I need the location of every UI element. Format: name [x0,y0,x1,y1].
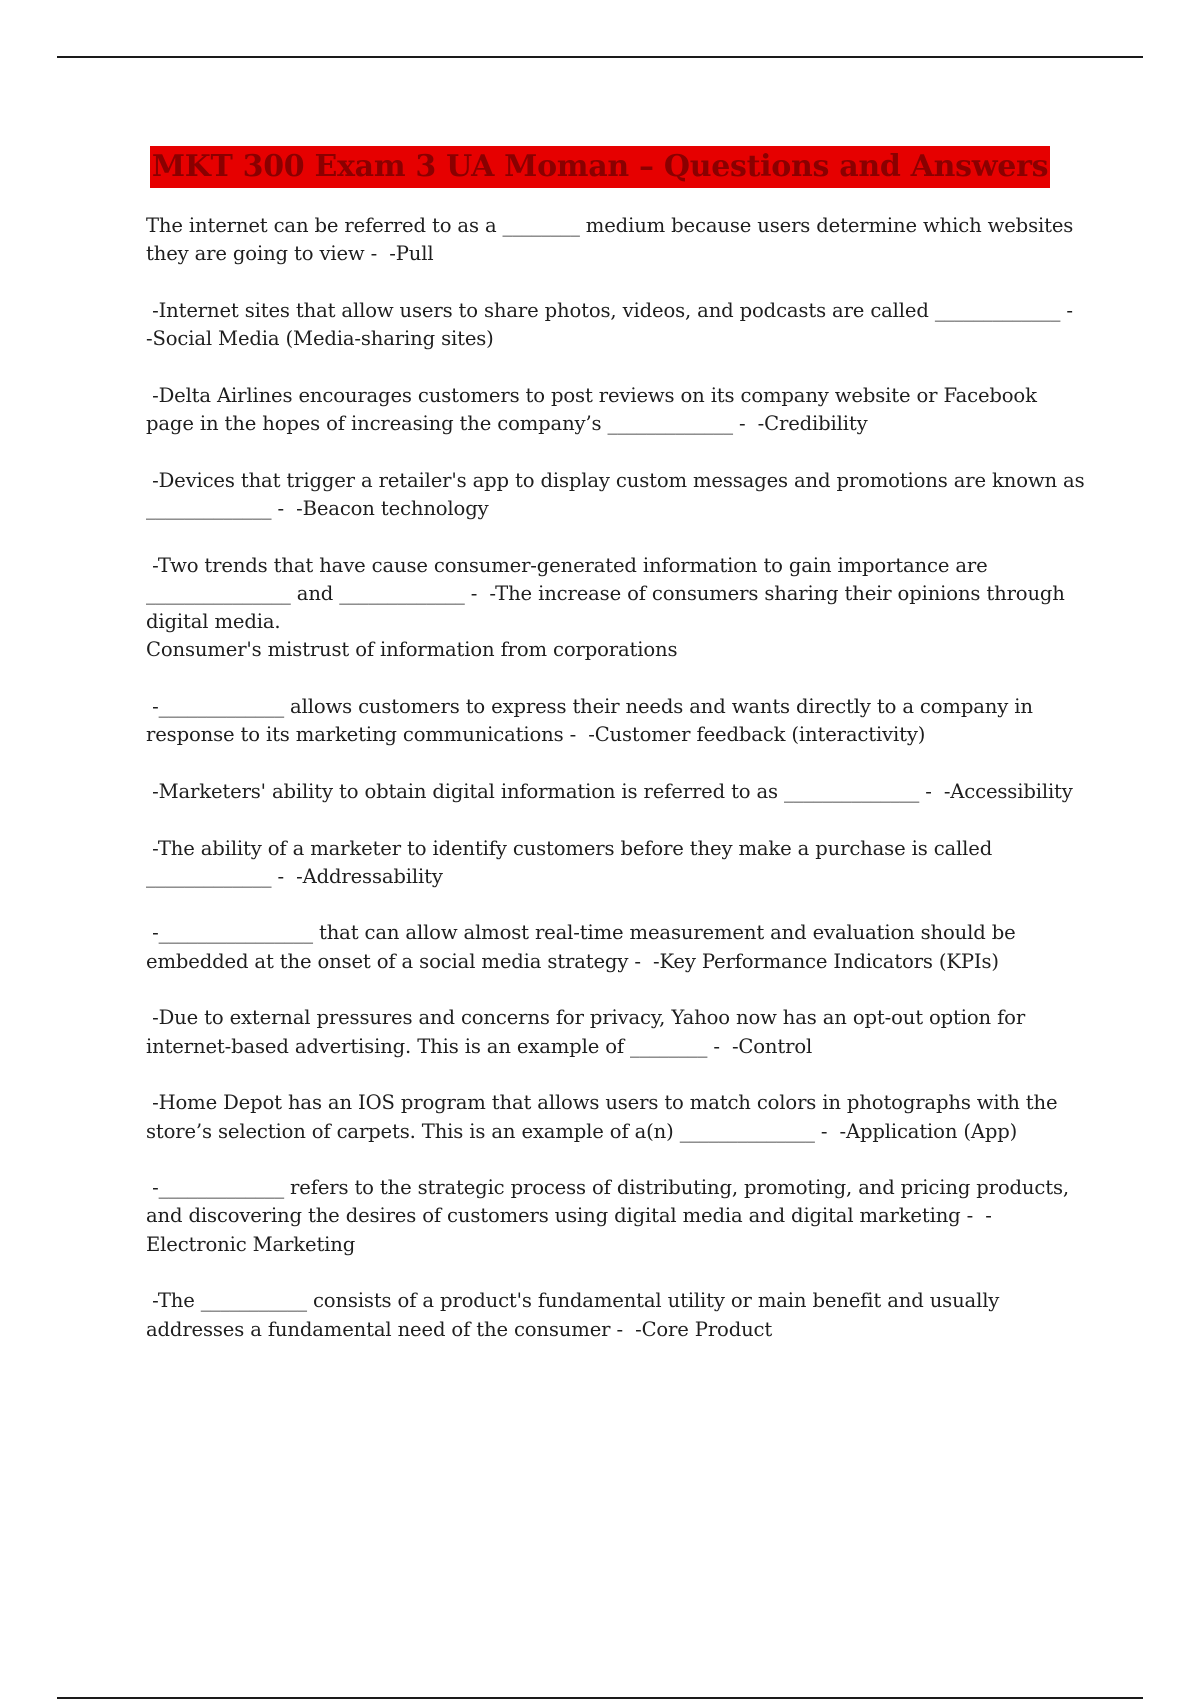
answer-text: -Control [731,1034,813,1058]
separator: - [464,581,490,605]
answer-text: -Pull [389,242,434,266]
separator: - [610,1317,636,1341]
answer-text: -Accessibility [943,779,1073,803]
bottom-rule [57,1697,1143,1699]
title-block [0,146,1200,188]
separator: - [960,1204,986,1228]
question-text: The internet can be referred to as a ________ medium because users determine which websites they are going to view [146,214,1080,266]
answer-text: -Core Product [635,1317,773,1341]
question-text: -Marketers' ability to obtain digital information is referred to as ______________ [146,779,920,803]
question-text: -Devices that trigger a retailer's app to display custom messages and promotions are known as _____________ [146,468,1091,520]
separator: - [919,779,944,803]
question-text: -Due to external pressures and concerns for privacy, Yahoo now has an opt-out option for internet-based advertising. This is an example of ________ [146,1006,1032,1058]
qa-item [146,382,1086,439]
qa-item [146,693,1086,750]
answer-text: -Application (App) [839,1119,1018,1143]
separator: - [271,864,297,888]
separator: - [364,242,390,266]
qa-list [146,212,1091,1372]
qa-item [146,919,1086,976]
question-text: -Internet sites that allow users to share photos, videos, and podcasts are called _____________ [146,298,1061,322]
separator: - [628,949,653,973]
answer-text: -Social Media (Media-sharing sites) [146,327,494,351]
question-text: -_____________ refers to the strategic process of distributing, promoting, and pricing products, and discovering the desires of customers using digital media and digital marketing [146,1176,1076,1228]
answer-text: -Addressability [296,864,443,888]
separator: - [563,723,589,747]
question-text: -Home Depot has an IOS program that allows users to match colors in photographs with the store’s selection of carpets. This is an example of a(n) ______________ [146,1091,1064,1143]
answer-text: -Electronic Marketing [146,1204,992,1256]
qa-item [146,552,1086,665]
question-text: -_____________ allows customers to express their needs and wants directly to a company in response to its marketing communications [146,695,1039,747]
qa-item [146,297,1086,354]
qa-item [146,212,1086,269]
qa-item [146,1004,1086,1061]
answer-text: -Key Performance Indicators (KPIs) [652,949,999,973]
separator: - [1060,298,1085,322]
qa-item [146,467,1091,524]
top-rule [57,56,1143,58]
qa-item [146,1174,1086,1259]
qa-item [146,778,1086,806]
question-text: -Two trends that have cause consumer-generated information to gain importance are _______________ and _____________ [146,553,994,605]
separator: - [732,412,758,436]
question-text: -The ability of a marketer to identify customers before they make a purchase is called _____________ [146,836,999,888]
answer-text: -Credibility [757,412,868,436]
qa-item [146,1287,1086,1344]
qa-item [146,1089,1086,1146]
answer-text: -Customer feedback (interactivity) [588,723,926,747]
question-text: -Delta Airlines encourages customers to post reviews on its company website or Facebook page in the hopes of increasing the company’s _____________ [146,383,1043,436]
qa-item [146,835,1086,892]
document-title: MKT 300 Exam 3 UA Moman – Questions and Answers [150,146,1050,188]
answer-text: -Beacon technology [296,496,489,520]
question-text: -The ___________ consists of a product's fundamental utility or main benefit and usually addresses a fundamental need of the consumer [146,1289,1006,1341]
separator: - [707,1034,732,1058]
separator: - [271,496,297,520]
separator: - [814,1119,840,1143]
question-text: -________________ that can allow almost real-time measurement and evaluation should be embedded at the onset of a social media strategy [146,921,1022,973]
answer-text: -The increase of consumers sharing their opinions through digital media. Consumer's mistrust of information from corporations [146,581,1065,662]
